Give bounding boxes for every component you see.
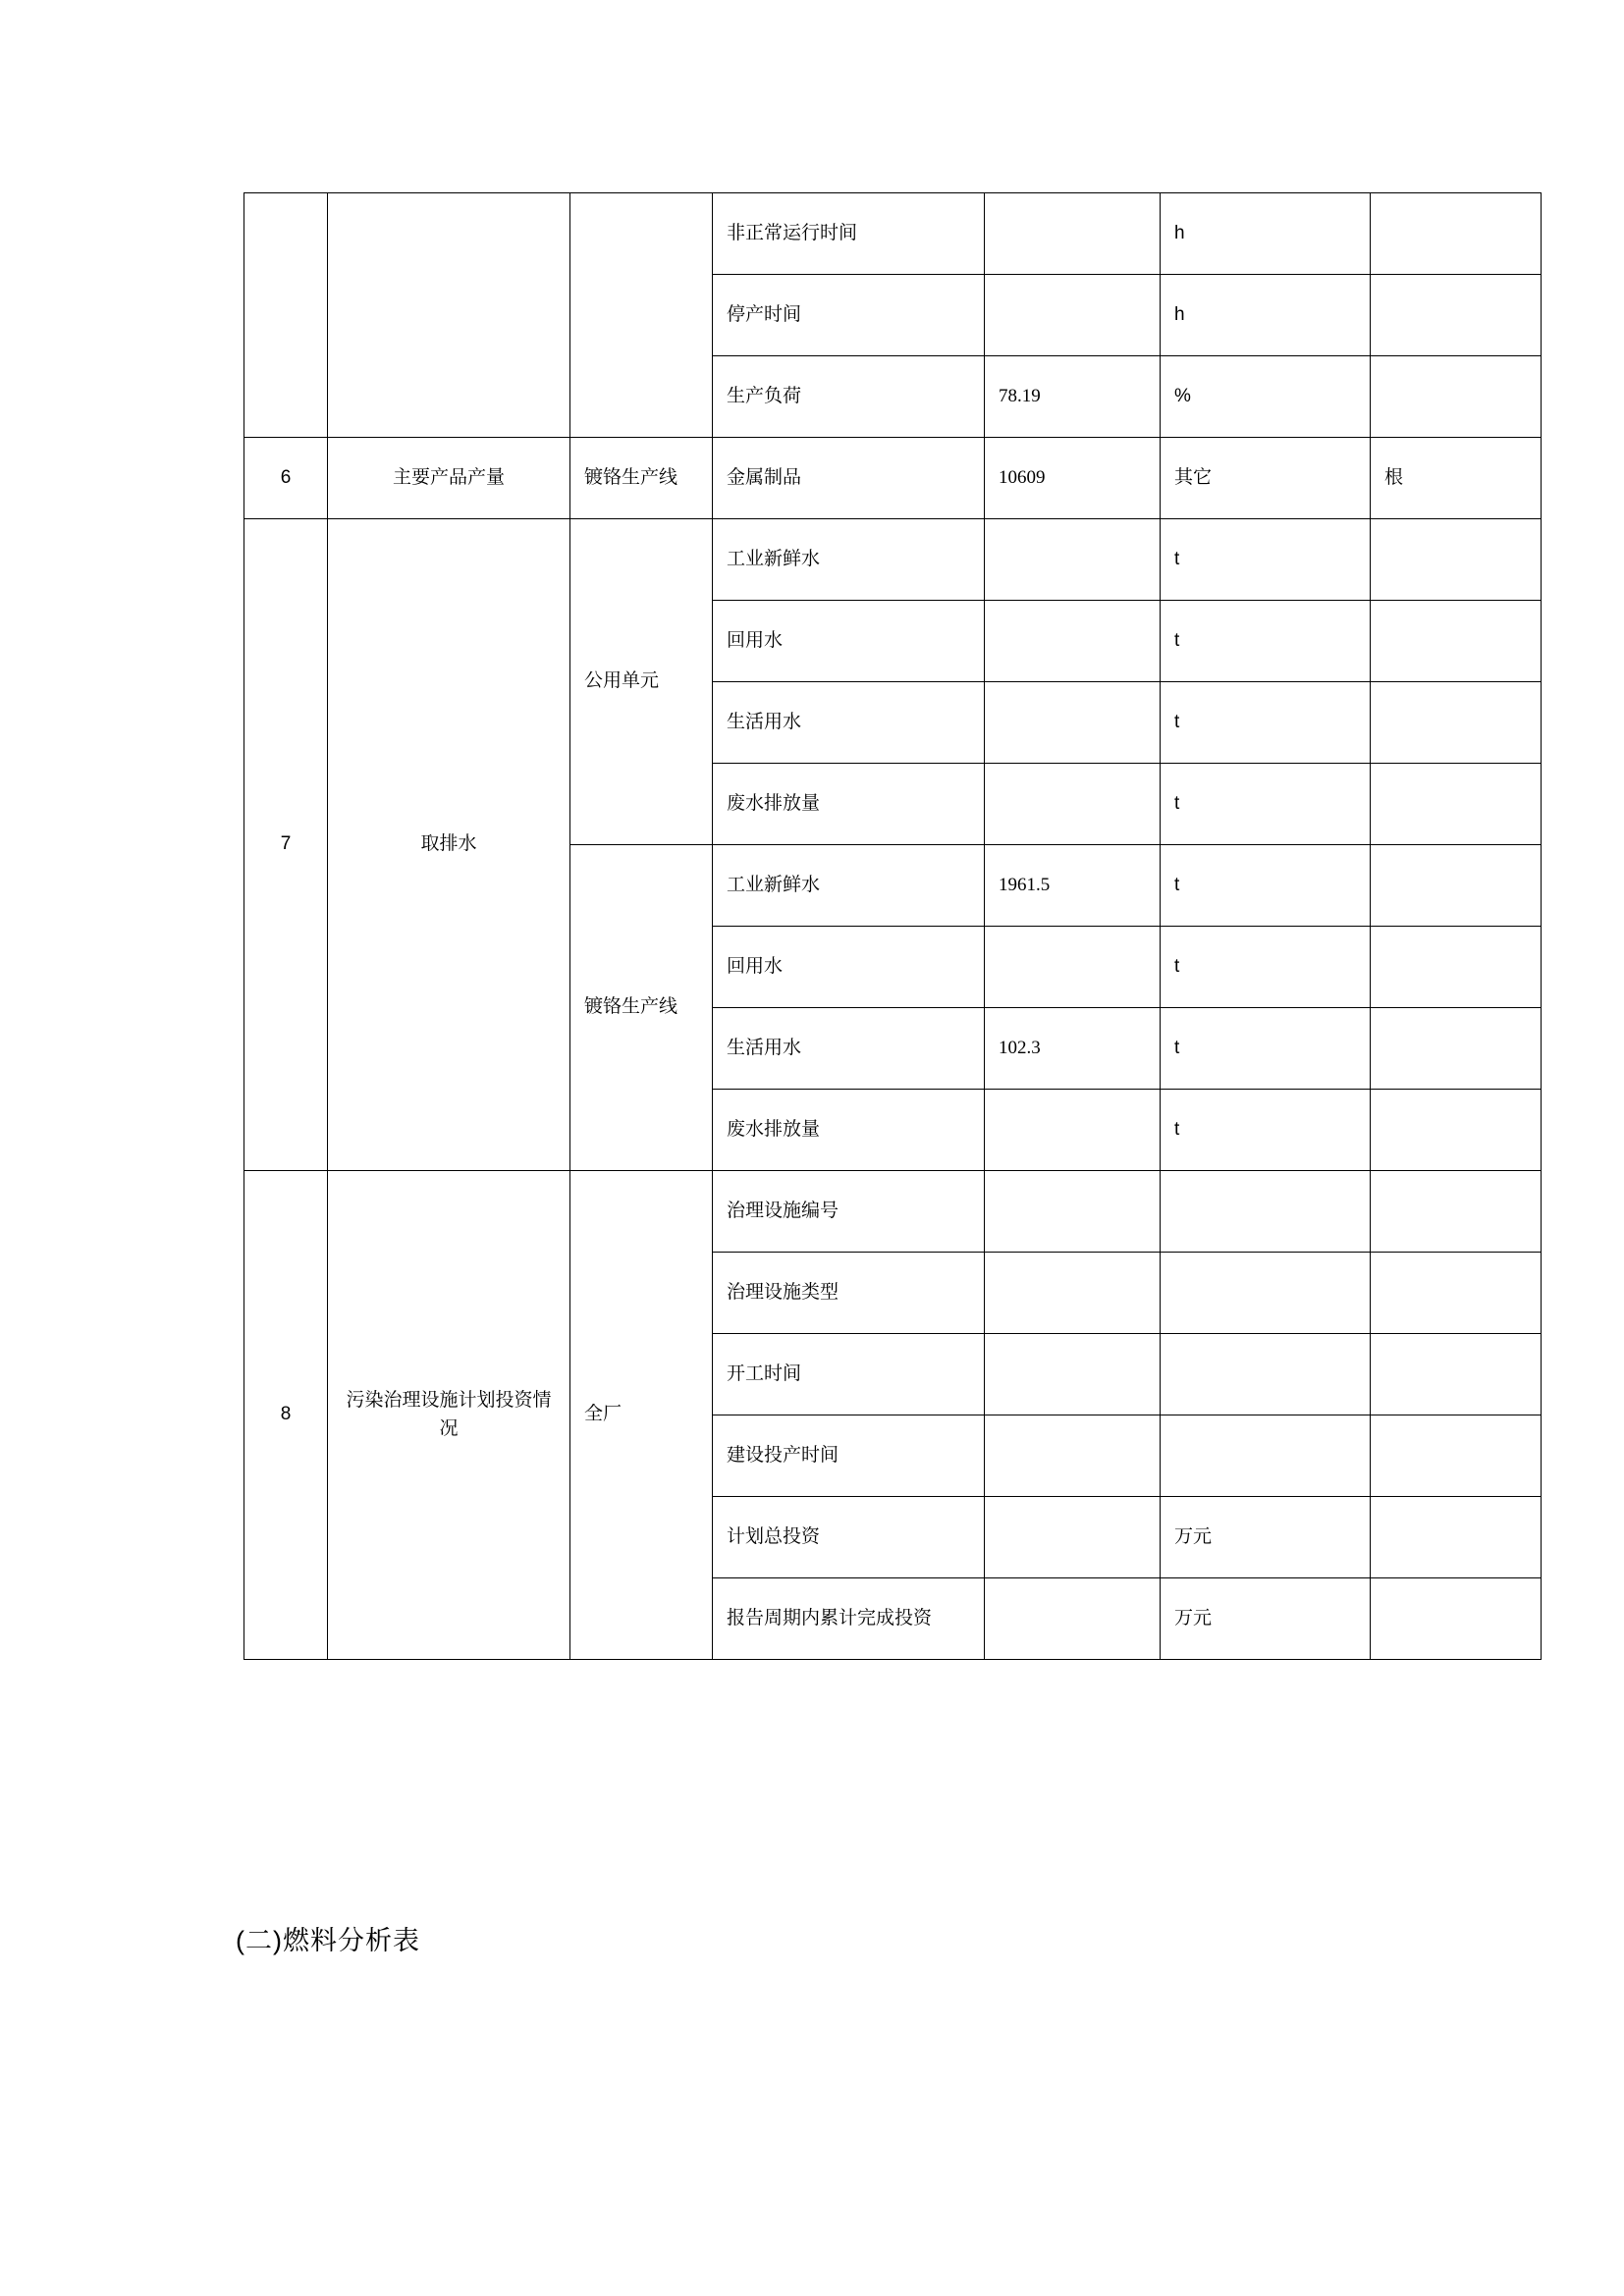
value-cell: 102.3 [985,1008,1161,1090]
value-cell [985,1334,1161,1415]
table-row [244,1171,1542,1253]
value-cell [985,927,1161,1008]
row-number-cell: 8 [244,1171,328,1660]
value-cell [985,682,1161,764]
unit-cell: t [1161,1090,1371,1171]
extra-cell [1371,519,1542,601]
row-name-cell: 主要产品产量 [328,438,570,519]
extra-cell [1371,275,1542,356]
item-cell: 生活用水 [713,682,985,764]
extra-cell [1371,601,1542,682]
extra-cell [1371,1171,1542,1253]
extra-cell [1371,764,1542,845]
extra-cell [1371,1497,1542,1578]
value-cell [985,1090,1161,1171]
extra-cell [1371,356,1542,438]
unit-group-cell: 全厂 [570,1171,713,1660]
value-cell [985,764,1161,845]
item-cell: 废水排放量 [713,764,985,845]
unit-group-cell: 公用单元 [570,519,713,845]
row-name-cell: 取排水 [328,519,570,1171]
item-cell: 工业新鲜水 [713,845,985,927]
row-number-cell: 7 [244,519,328,1171]
extra-cell [1371,1008,1542,1090]
value-cell [985,1253,1161,1334]
unit-group-cell [570,193,713,438]
value-cell: 10609 [985,438,1161,519]
extra-cell: 根 [1371,438,1542,519]
unit-cell: h [1161,193,1371,275]
item-cell: 回用水 [713,601,985,682]
table-row-product-output [244,438,1542,519]
unit-cell: % [1161,356,1371,438]
item-cell: 金属制品 [713,438,985,519]
table-body [244,193,1542,1660]
value-cell [985,519,1161,601]
section-caption: (二)燃料分析表 [236,1926,420,1955]
item-cell: 治理设施类型 [713,1253,985,1334]
item-cell: 停产时间 [713,275,985,356]
unit-cell: 万元 [1161,1497,1371,1578]
value-cell [985,1171,1161,1253]
unit-cell: t [1161,682,1371,764]
extra-cell [1371,845,1542,927]
extra-cell [1371,1334,1542,1415]
unit-group-cell: 镀铬生产线 [570,438,713,519]
value-cell [985,193,1161,275]
row-name-cell [328,193,570,438]
extra-cell [1371,927,1542,1008]
table-row [244,193,1542,275]
extra-cell [1371,1578,1542,1660]
value-cell [985,1415,1161,1497]
pollution-data-table [244,192,1542,1660]
unit-cell: t [1161,927,1371,1008]
row-number-cell [244,193,328,438]
extra-cell [1371,682,1542,764]
item-cell: 计划总投资 [713,1497,985,1578]
table-row [244,519,1542,601]
value-cell [985,1578,1161,1660]
unit-cell: 万元 [1161,1578,1371,1660]
unit-group-cell: 镀铬生产线 [570,845,713,1171]
unit-cell: t [1161,845,1371,927]
item-cell: 生产负荷 [713,356,985,438]
value-cell [985,601,1161,682]
item-cell: 开工时间 [713,1334,985,1415]
unit-cell [1161,1334,1371,1415]
item-cell: 治理设施编号 [713,1171,985,1253]
extra-cell [1371,1253,1542,1334]
item-cell: 生活用水 [713,1008,985,1090]
item-cell: 回用水 [713,927,985,1008]
unit-cell: t [1161,519,1371,601]
unit-cell: t [1161,601,1371,682]
item-cell: 建设投产时间 [713,1415,985,1497]
value-cell: 78.19 [985,356,1161,438]
row-number-cell: 6 [244,438,328,519]
value-cell [985,275,1161,356]
unit-cell: h [1161,275,1371,356]
unit-cell: t [1161,1008,1371,1090]
unit-cell: 其它 [1161,438,1371,519]
item-cell: 非正常运行时间 [713,193,985,275]
item-cell: 工业新鲜水 [713,519,985,601]
unit-cell: t [1161,764,1371,845]
value-cell: 1961.5 [985,845,1161,927]
extra-cell [1371,1415,1542,1497]
extra-cell [1371,1090,1542,1171]
item-cell: 报告周期内累计完成投资 [713,1578,985,1660]
unit-cell [1161,1171,1371,1253]
extra-cell [1371,193,1542,275]
value-cell [985,1497,1161,1578]
item-cell: 废水排放量 [713,1090,985,1171]
unit-cell [1161,1415,1371,1497]
unit-cell [1161,1253,1371,1334]
row-name-cell: 污染治理设施计划投资情况 [328,1171,570,1660]
